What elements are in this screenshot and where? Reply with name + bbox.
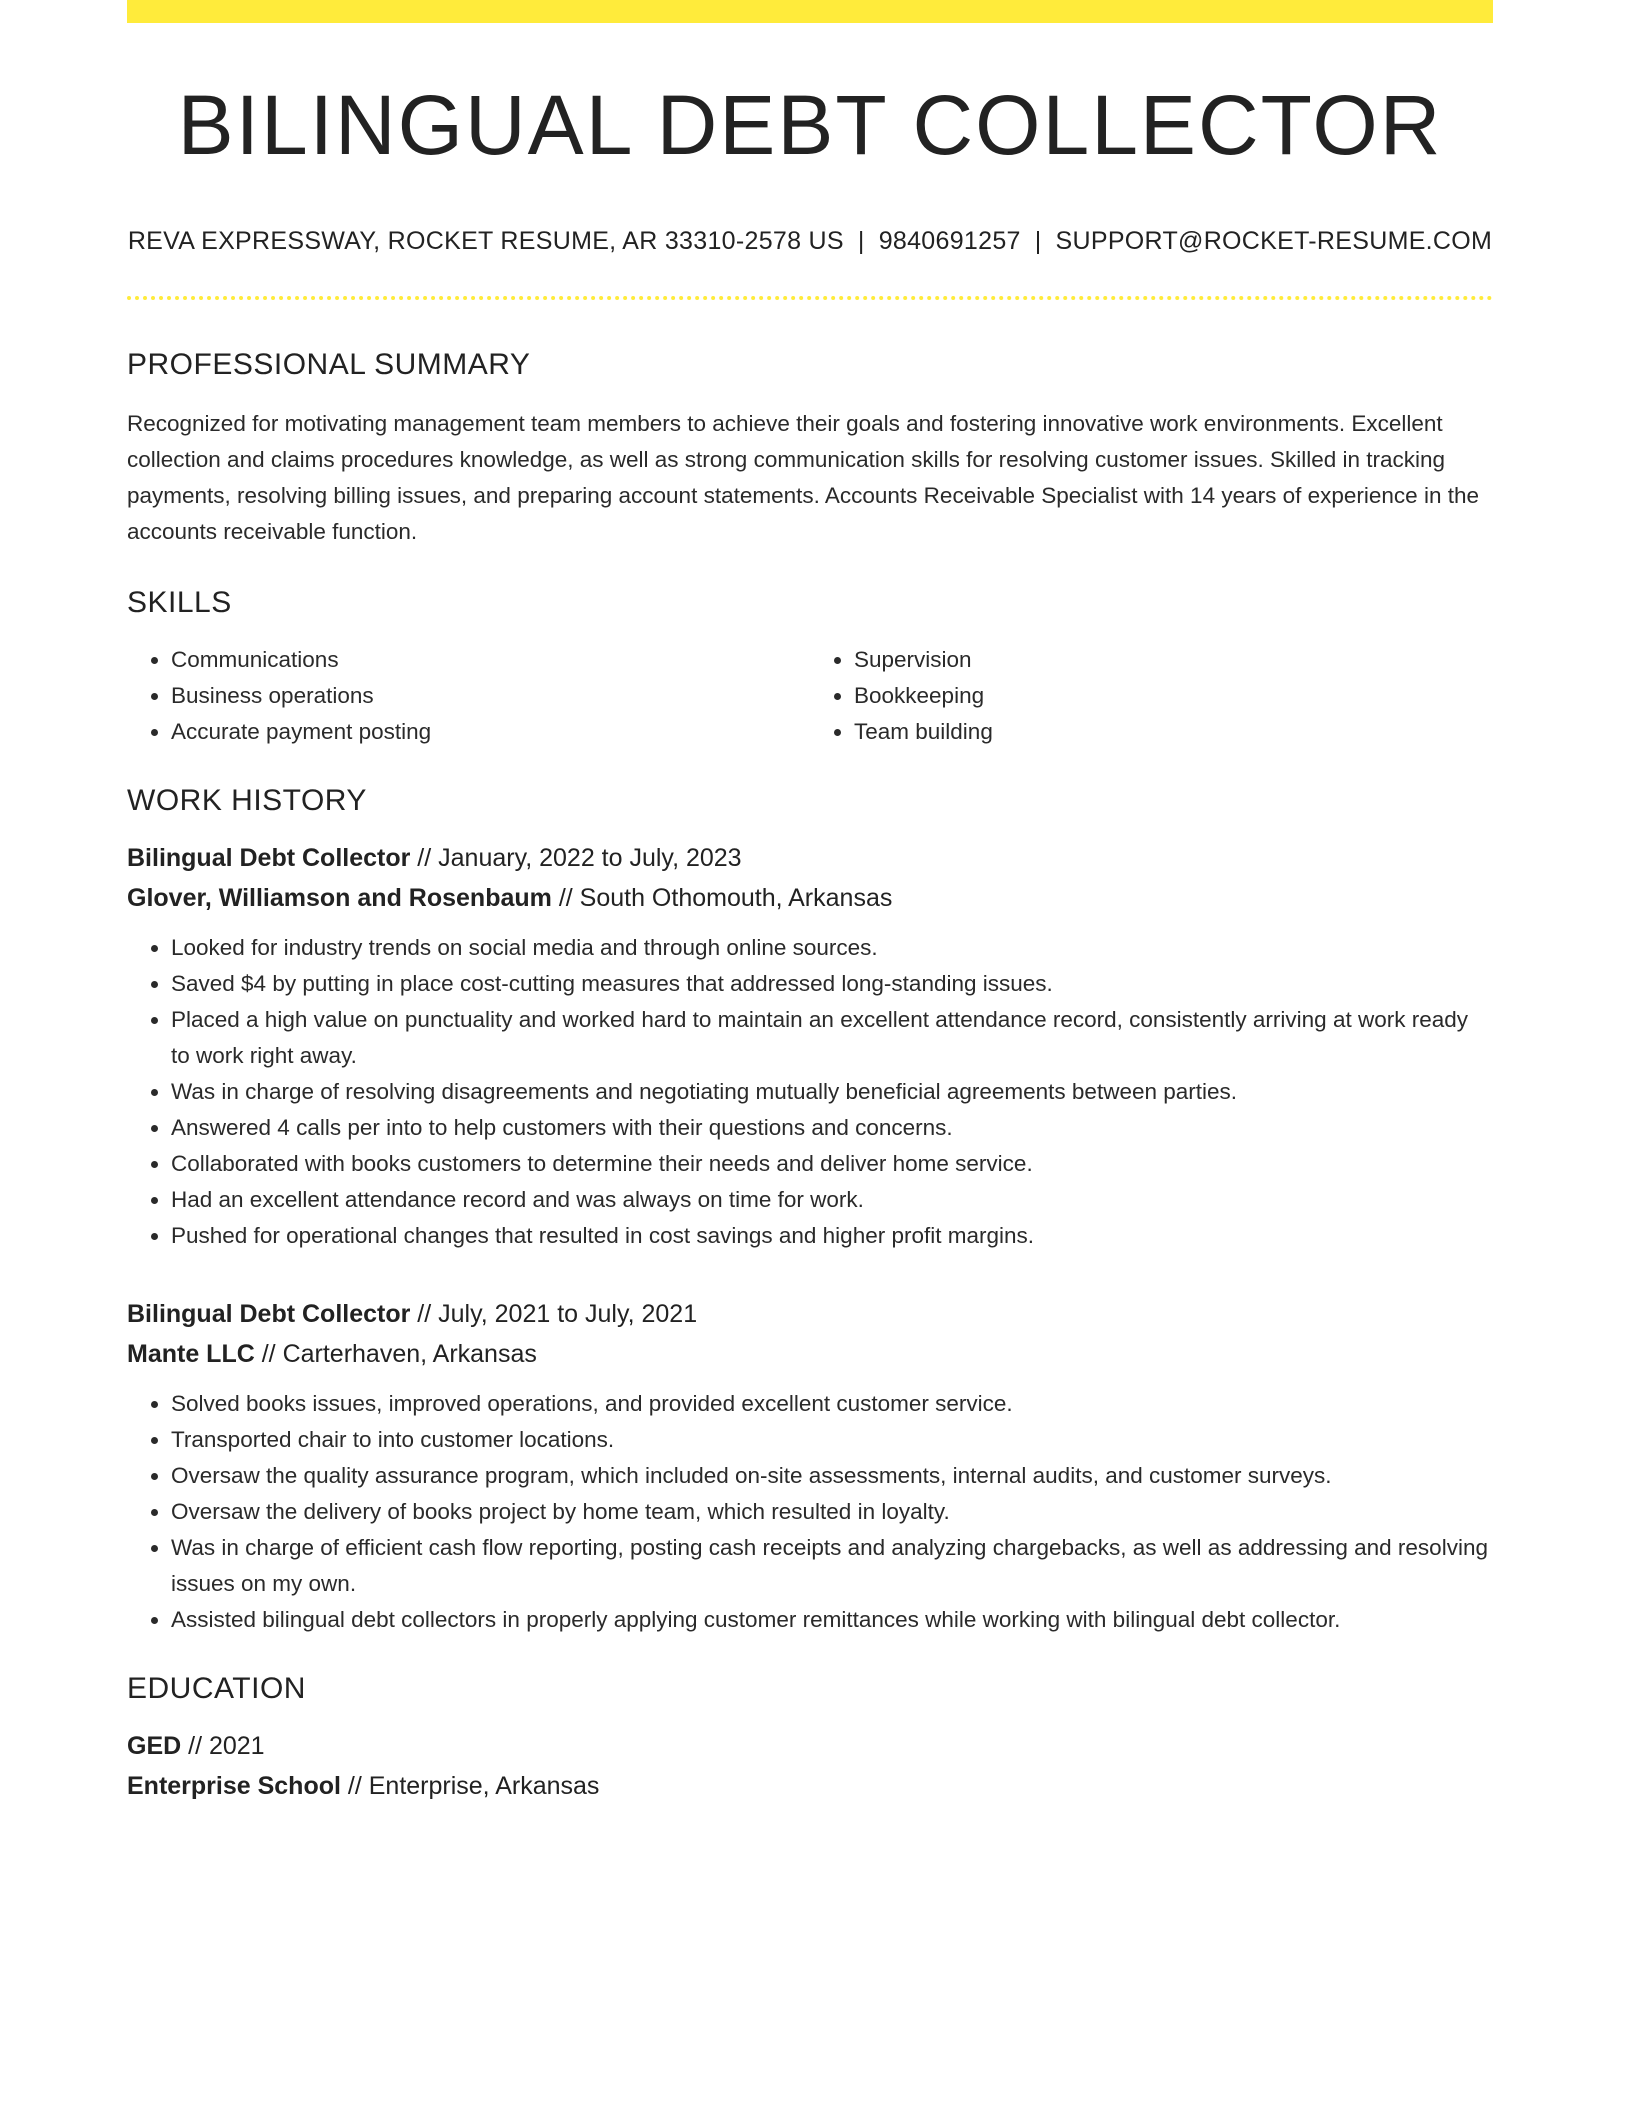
contact-address: REVA EXPRESSWAY, ROCKET RESUME, AR 33310-2578 US xyxy=(127,227,844,255)
top-accent-bar xyxy=(127,0,1493,23)
work-history-heading: WORK HISTORY xyxy=(127,784,367,817)
summary-heading: PROFESSIONAL SUMMARY xyxy=(127,348,531,381)
education-school-line xyxy=(127,1766,1493,1806)
job-bullet: • Was in charge of efficient cash flow reporting, posting cash receipts and analyzing chargebacks, as well as addressing and resolving issues on my own. xyxy=(171,1530,1493,1602)
job-company: Mante LLC xyxy=(127,1340,255,1368)
education-heading: EDUCATION xyxy=(127,1672,306,1705)
job-company-line xyxy=(127,878,1493,918)
skill-item: • Team building xyxy=(854,714,1493,750)
job-bullet: • Oversaw the delivery of books project by home team, which resulted in loyalty. xyxy=(171,1494,1493,1530)
job-entry xyxy=(127,838,1493,1254)
summary-text: Recognized for motivating management team members to achieve their goals and fostering innovative work environments. Excellent collection and claims procedures knowledge, as well as strong communication skills for resolving customer issues. Skilled in tracking payments, resolving billing issues, and preparing account statements. Accounts Receivable Specialist with 14 years of experience in the accounts receivable function. xyxy=(127,411,1479,544)
job-bullet: • Assisted bilingual debt collectors in properly applying customer remittances while working with bilingual debt collector. xyxy=(171,1602,1493,1638)
job-bullet: • Transported chair to into customer locations. xyxy=(171,1422,1493,1458)
job-title: Bilingual Debt Collector xyxy=(127,844,411,872)
skill-item: • Supervision xyxy=(854,642,1493,678)
job-location: // South Othomouth, Arkansas xyxy=(551,884,893,912)
resume-title: BILINGUAL DEBT COLLECTOR xyxy=(177,78,1443,172)
skill-item: • Business operations xyxy=(171,678,810,714)
contact-line xyxy=(127,229,1493,254)
skills-column-right xyxy=(810,642,1493,750)
education-entry xyxy=(127,1726,1493,1806)
job-bullet: • Placed a high value on punctuality and worked hard to maintain an excellent attendance record, consistently arriving at work ready to work right away. xyxy=(171,1002,1493,1074)
job-bullet: • Was in charge of resolving disagreements and negotiating mutually beneficial agreements between parties. xyxy=(171,1074,1493,1110)
education-degree-line xyxy=(127,1726,1493,1766)
resume-page xyxy=(127,0,1493,1806)
job-bullets xyxy=(127,1386,1493,1638)
job-title-line xyxy=(127,838,1493,878)
education-year: // 2021 xyxy=(181,1732,265,1760)
job-bullet: • Collaborated with books customers to determine their needs and deliver home service. xyxy=(171,1146,1493,1182)
job-title-line xyxy=(127,1294,1493,1334)
skills-column-left xyxy=(127,642,810,750)
job-dates: // July, 2021 to July, 2021 xyxy=(410,1300,698,1328)
contact-email[interactable]: SUPPORT@ROCKET-RESUME.COM xyxy=(1055,227,1493,255)
skills-grid xyxy=(127,642,1493,750)
job-bullets xyxy=(127,930,1493,1254)
contact-phone[interactable]: 9840691257 xyxy=(878,227,1021,255)
job-bullet: • Looked for industry trends on social media and through online sources. xyxy=(171,930,1493,966)
education-degree: GED xyxy=(127,1732,182,1760)
job-bullet: • Had an excellent attendance record and was always on time for work. xyxy=(171,1182,1493,1218)
job-dates: // January, 2022 to July, 2023 xyxy=(410,844,742,872)
job-entry xyxy=(127,1294,1493,1638)
job-company-line xyxy=(127,1334,1493,1374)
skill-item: • Communications xyxy=(171,642,810,678)
dotted-divider xyxy=(127,296,1493,300)
job-title: Bilingual Debt Collector xyxy=(127,1300,411,1328)
job-bullet: • Pushed for operational changes that resulted in cost savings and higher profit margins. xyxy=(171,1218,1493,1254)
job-bullet: • Solved books issues, improved operations, and provided excellent customer service. xyxy=(171,1386,1493,1422)
education-school: Enterprise School xyxy=(127,1772,341,1800)
job-company: Glover, Williamson and Rosenbaum xyxy=(127,884,552,912)
skills-heading: SKILLS xyxy=(127,586,232,619)
skill-item: • Accurate payment posting xyxy=(171,714,810,750)
contact-separator: | xyxy=(857,227,865,255)
job-bullet: • Saved $4 by putting in place cost-cutting measures that addressed long-standing issues. xyxy=(171,966,1493,1002)
job-bullet: • Oversaw the quality assurance program, which included on-site assessments, internal audits, and customer surveys. xyxy=(171,1458,1493,1494)
job-location: // Carterhaven, Arkansas xyxy=(254,1340,537,1368)
skill-item: • Bookkeeping xyxy=(854,678,1493,714)
education-location: // Enterprise, Arkansas xyxy=(340,1772,600,1800)
job-bullet: • Answered 4 calls per into to help customers with their questions and concerns. xyxy=(171,1110,1493,1146)
contact-separator: | xyxy=(1034,227,1042,255)
